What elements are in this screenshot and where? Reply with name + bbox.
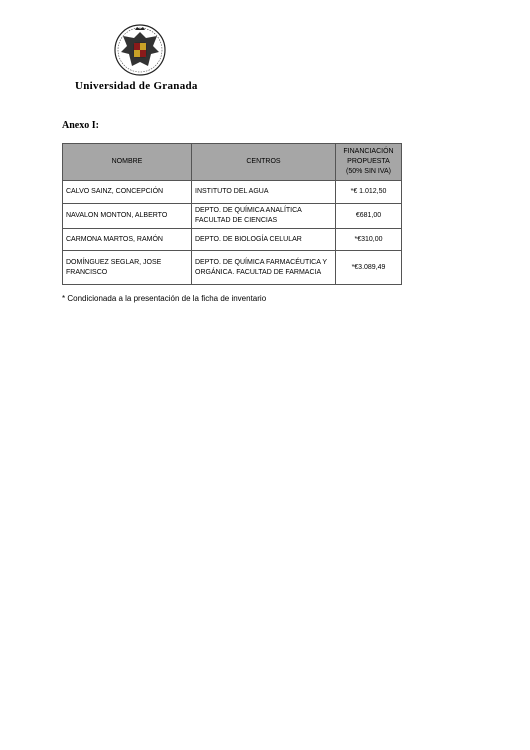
table-row bbox=[63, 251, 402, 285]
footnote: * Condicionada a la presentación de la ficha de inventario bbox=[62, 294, 267, 303]
university-crest-logo bbox=[113, 22, 167, 78]
cell-financiacion: *€310,00 bbox=[336, 229, 402, 251]
funding-table bbox=[62, 143, 402, 285]
table-row bbox=[63, 229, 402, 251]
column-header-nombre: NOMBRE bbox=[63, 144, 192, 181]
cell-nombre: NAVALON MONTON, ALBERTO bbox=[63, 204, 192, 229]
annex-title: Anexo I: bbox=[62, 120, 99, 131]
cell-financiacion: *€3.089,49 bbox=[336, 251, 402, 285]
university-name: Universidad de Granada bbox=[75, 80, 198, 92]
column-header-financiacion: FINANCIACIÓN PROPUESTA (50% SIN IVA) bbox=[336, 144, 402, 181]
cell-nombre: CARMONA MARTOS, RAMÓN bbox=[63, 229, 192, 251]
table-header-row bbox=[63, 144, 402, 181]
column-header-centros: CENTROS bbox=[192, 144, 336, 181]
table-row bbox=[63, 204, 402, 229]
cell-financiacion: €681,00 bbox=[336, 204, 402, 229]
cell-nombre: CALVO SAINZ, CONCEPCIÓN bbox=[63, 181, 192, 204]
cell-nombre: DOMÍNGUEZ SEGLAR, JOSE FRANCISCO bbox=[63, 251, 192, 285]
cell-centro: INSTITUTO DEL AGUA bbox=[192, 181, 336, 204]
cell-centro: DEPTO. DE BIOLOGÍA CELULAR bbox=[192, 229, 336, 251]
cell-centro: DEPTO. DE QUÍMICA ANALÍTICA FACULTAD DE CIENCIAS bbox=[192, 204, 336, 229]
cell-financiacion: *€ 1.012,50 bbox=[336, 181, 402, 204]
table-row bbox=[63, 181, 402, 204]
cell-centro: DEPTO. DE QUÍMICA FARMACÉUTICA Y ORGÁNICA. FACULTAD DE FARMACIA bbox=[192, 251, 336, 285]
